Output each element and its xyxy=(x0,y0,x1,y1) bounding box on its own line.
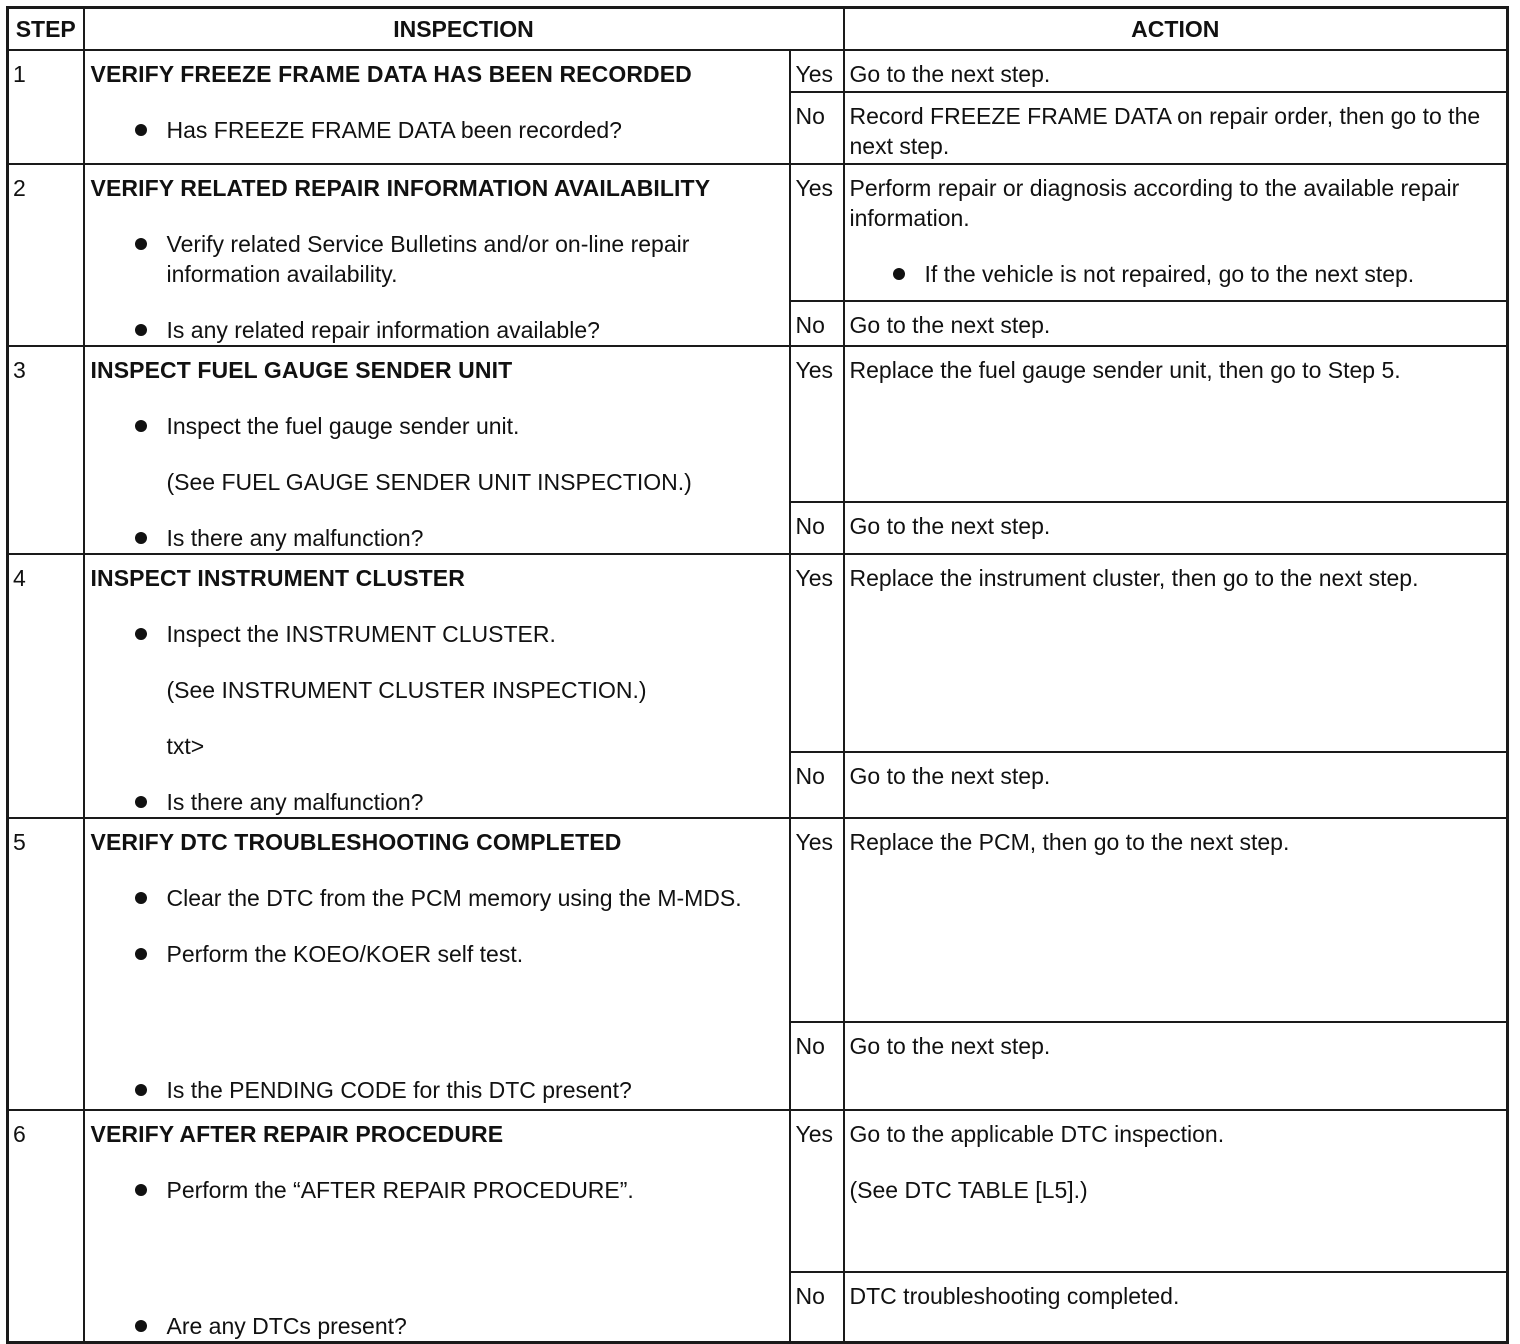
spacer xyxy=(91,1205,773,1285)
step-number: 1 xyxy=(8,50,84,164)
step-heading: VERIFY DTC TROUBLESHOOTING COMPLETED xyxy=(90,828,622,855)
yes-label: Yes xyxy=(790,554,844,753)
no-action: DTC troubleshooting completed. xyxy=(844,1272,1508,1342)
inspection-cell xyxy=(84,164,790,346)
reference-note: (See DTC TABLE [L5].) xyxy=(849,1176,1088,1203)
no-label: No xyxy=(790,92,844,164)
yes-action: Replace the instrument cluster, then go to the next step. xyxy=(844,554,1508,753)
inspection-bullet: Is the PENDING CODE for this DTC present? xyxy=(91,1075,773,1105)
no-label: No xyxy=(790,502,844,553)
yes-label: Yes xyxy=(790,818,844,1022)
yes-label: Yes xyxy=(790,50,844,92)
step-number: 4 xyxy=(8,554,84,818)
table-row xyxy=(8,164,1508,301)
inspection-bullet: Is there any malfunction? xyxy=(91,523,773,553)
bullet-icon xyxy=(135,948,147,960)
no-label: No xyxy=(790,1022,844,1110)
no-label: No xyxy=(790,752,844,817)
no-action: Record FREEZE FRAME DATA on repair order, then go to the next step. xyxy=(844,92,1508,164)
bullet-icon xyxy=(135,892,147,904)
inspection-bullet: Perform the “AFTER REPAIR PROCEDURE”. xyxy=(91,1175,773,1205)
bullet-icon xyxy=(135,1320,147,1332)
no-action: Go to the next step. xyxy=(844,752,1508,817)
table-row xyxy=(8,818,1508,1022)
bullet-icon xyxy=(135,238,147,250)
step-heading: VERIFY FREEZE FRAME DATA HAS BEEN RECORDED xyxy=(90,60,692,87)
reference-note: (See INSTRUMENT CLUSTER INSPECTION.) xyxy=(166,676,647,703)
inspection-bullet: Inspect the INSTRUMENT CLUSTER. xyxy=(91,619,773,649)
yes-label: Yes xyxy=(790,1110,844,1273)
inspection-cell xyxy=(84,346,790,554)
yes-label: Yes xyxy=(790,164,844,301)
no-action: Go to the next step. xyxy=(844,301,1508,346)
bullet-icon xyxy=(135,532,147,544)
bullet-icon xyxy=(135,324,147,336)
inspection-cell xyxy=(84,818,790,1110)
inspection-bullet: Is any related repair information available? xyxy=(91,315,773,345)
table-header-row xyxy=(8,8,1508,50)
step-number: 3 xyxy=(8,346,84,554)
step-number: 2 xyxy=(8,164,84,346)
yes-action: Go to the applicable DTC inspection. xyxy=(849,1120,1225,1147)
header-action: ACTION xyxy=(844,8,1508,50)
step-heading: VERIFY RELATED REPAIR INFORMATION AVAILABILITY xyxy=(90,174,711,201)
bullet-icon xyxy=(893,268,905,280)
step-number: 6 xyxy=(8,1110,84,1343)
inspection-bullet: Clear the DTC from the PCM memory using the M-MDS. xyxy=(91,883,773,913)
yes-action-cell xyxy=(844,164,1508,301)
spacer xyxy=(91,969,773,1049)
table-row xyxy=(8,1110,1508,1273)
bullet-icon xyxy=(135,1184,147,1196)
bullet-icon xyxy=(135,1084,147,1096)
bullet-icon xyxy=(135,796,147,808)
yes-action: Replace the fuel gauge sender unit, then go to Step 5. xyxy=(844,346,1508,503)
action-bullet: If the vehicle is not repaired, go to the next step. xyxy=(850,259,1503,289)
yes-label: Yes xyxy=(790,346,844,503)
yes-action: Go to the next step. xyxy=(844,50,1508,92)
stray-text: txt> xyxy=(166,732,205,759)
inspection-bullet: Verify related Service Bulletins and/or on-line repair information availability. xyxy=(91,229,773,289)
table-row xyxy=(8,50,1508,92)
inspection-bullet: Are any DTCs present? xyxy=(91,1311,773,1341)
no-label: No xyxy=(790,301,844,346)
bullet-icon xyxy=(135,124,147,136)
table-row xyxy=(8,346,1508,503)
reference-note: (See FUEL GAUGE SENDER UNIT INSPECTION.) xyxy=(166,468,692,495)
no-action: Go to the next step. xyxy=(844,1022,1508,1110)
step-heading: INSPECT INSTRUMENT CLUSTER xyxy=(90,564,465,591)
table-row xyxy=(8,554,1508,753)
step-heading: VERIFY AFTER REPAIR PROCEDURE xyxy=(90,1120,504,1147)
yes-action: Perform repair or diagnosis according to the available repair information. xyxy=(849,174,1460,231)
no-action: Go to the next step. xyxy=(844,502,1508,553)
step-number: 5 xyxy=(8,818,84,1110)
bullet-icon xyxy=(135,628,147,640)
header-inspection: INSPECTION xyxy=(84,8,844,50)
inspection-cell xyxy=(84,1110,790,1343)
step-heading: INSPECT FUEL GAUGE SENDER UNIT xyxy=(90,356,513,383)
inspection-bullet: Is there any malfunction? xyxy=(91,787,773,817)
inspection-cell xyxy=(84,554,790,818)
yes-action-cell xyxy=(844,1110,1508,1273)
inspection-bullet: Inspect the fuel gauge sender unit. xyxy=(91,411,773,441)
no-label: No xyxy=(790,1272,844,1342)
inspection-cell xyxy=(84,50,790,164)
inspection-bullet: Perform the KOEO/KOER self test. xyxy=(91,939,773,969)
diagnostic-procedure-table xyxy=(6,6,1509,1344)
inspection-bullet: Has FREEZE FRAME DATA been recorded? xyxy=(91,115,773,145)
bullet-icon xyxy=(135,420,147,432)
yes-action: Replace the PCM, then go to the next step. xyxy=(844,818,1508,1022)
header-step: STEP xyxy=(8,8,84,50)
